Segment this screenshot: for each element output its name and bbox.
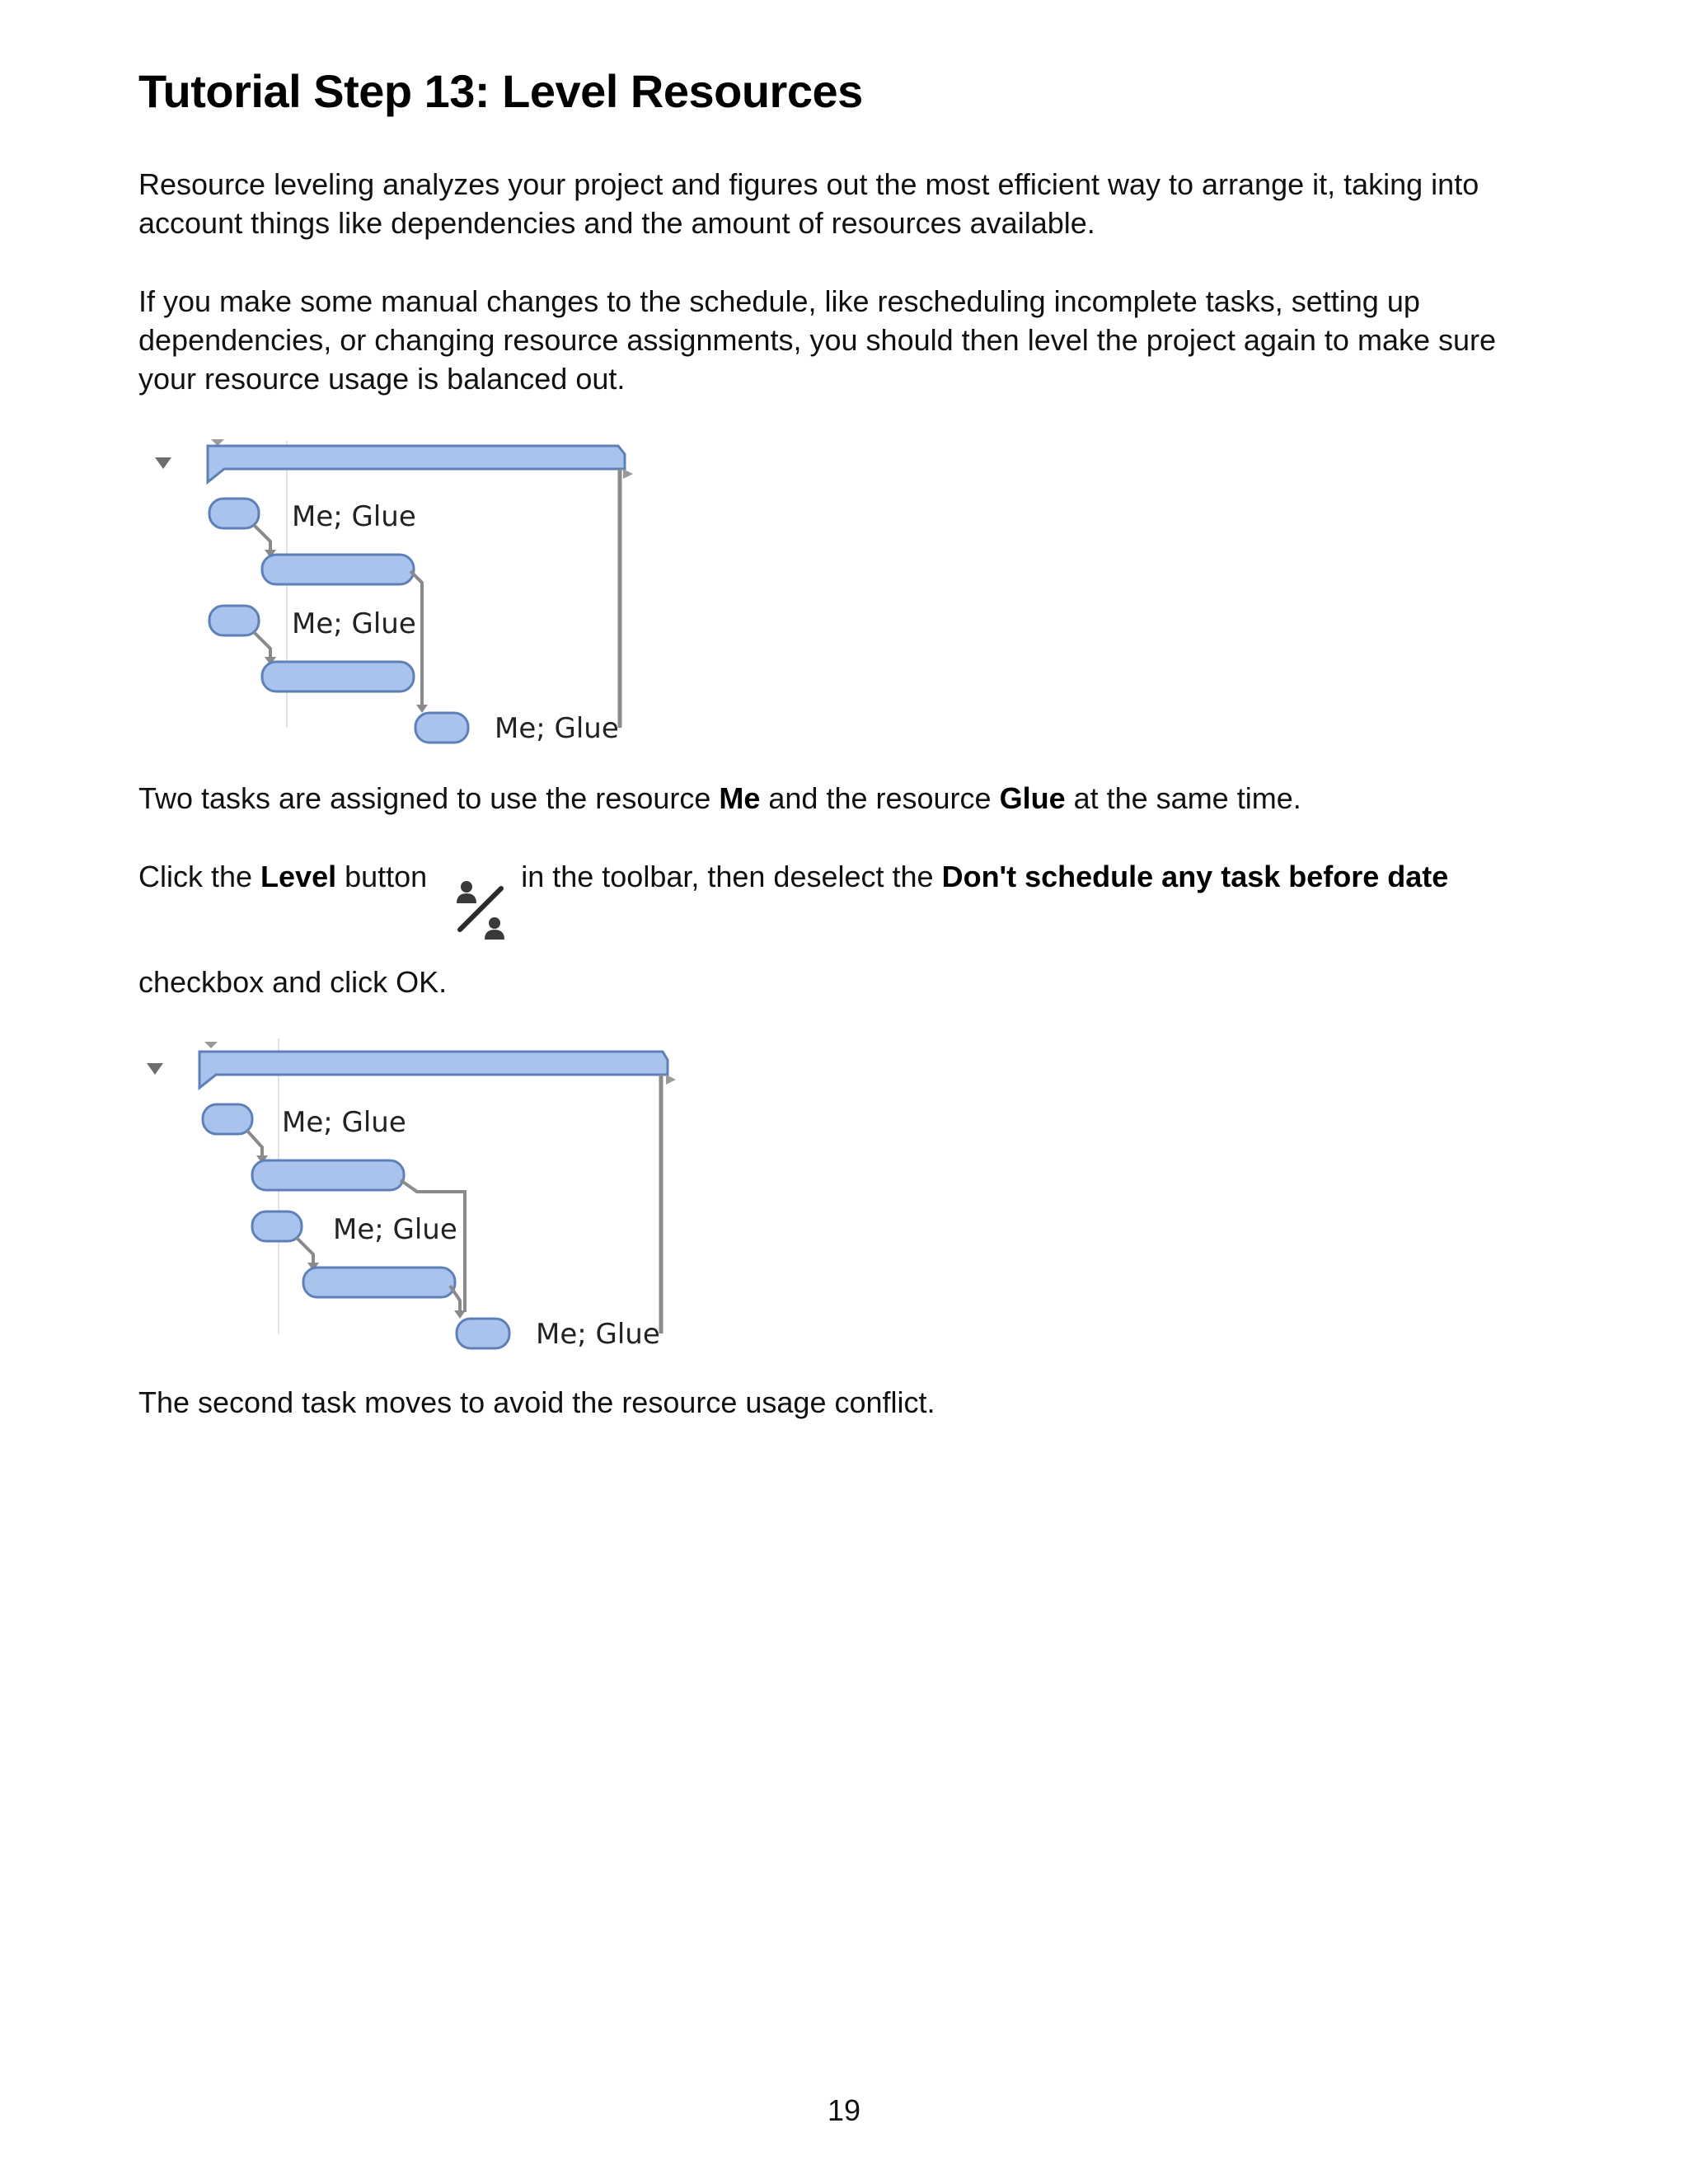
task-bar[interactable] [209,499,259,528]
level-instruction-continuation: checkbox and click OK. [138,965,448,999]
page-number: 19 [827,2093,861,2127]
resource-label: Me; Glue [333,1213,457,1246]
task-bar[interactable] [415,713,468,743]
resource-label: Me; Glue [282,1106,406,1139]
task-bar[interactable] [457,1319,509,1348]
task-bar[interactable] [203,1104,252,1134]
task-bar[interactable] [303,1268,455,1297]
task-bar[interactable] [262,662,414,691]
resource-label: Me; Glue [292,607,416,640]
gantt-after-leveling-screenshot [138,1038,686,1351]
task-bar[interactable] [209,606,259,635]
conflict-paragraph: Two tasks are assigned to use the resource Me and the resource Glue at the same time. [138,781,1301,815]
resource-label: Me; Glue [536,1318,660,1351]
resource-label: Me; Glue [495,712,619,745]
manual-changes-paragraph: If you make some manual changes to the schedule, like rescheduling incomplete tasks, setting up dependencies, or changing resource assignments, you should then level the project again to make sure your resource usage is balanced out. [138,284,1497,396]
task-bar[interactable] [262,555,414,584]
task-bar[interactable] [252,1160,404,1190]
resource-label: Me; Glue [292,500,416,533]
page-title: Tutorial Step 13: Level Resources [138,65,863,117]
intro-paragraph: Resource leveling analyzes your project and figures out the most efficient way to arrange it, taking into account things like dependencies and the amount of resources available. [138,167,1479,240]
result-paragraph: The second task moves to avoid the resource usage conflict. [138,1385,935,1419]
level-instruction-line: Click the Level button in the toolbar, then deselect the Don't schedule any task before date [138,860,1449,893]
level-resources-icon[interactable] [452,879,511,944]
gantt-before-leveling-screenshot [138,433,643,745]
task-bar[interactable] [252,1212,302,1241]
